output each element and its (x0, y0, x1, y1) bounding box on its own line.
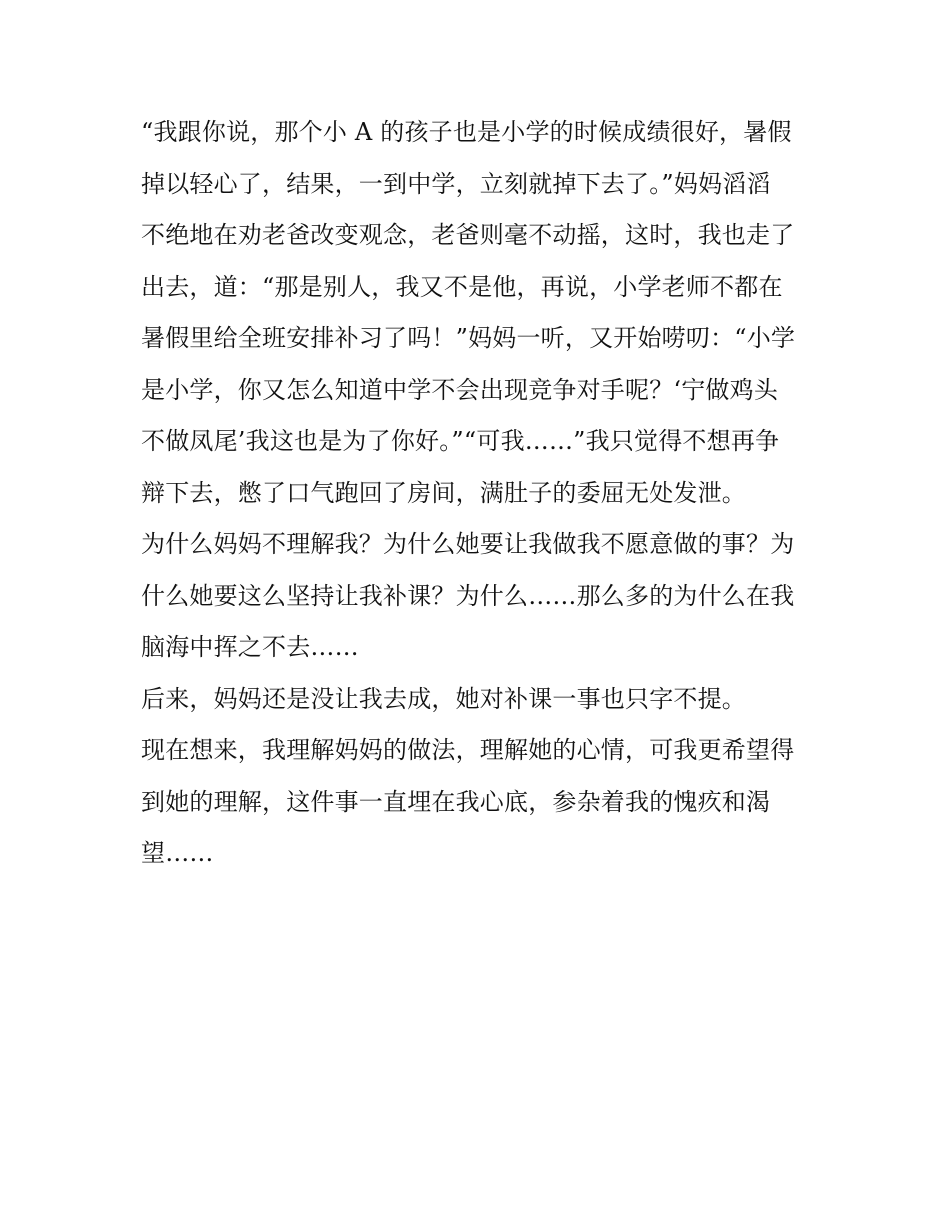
text-line: 现在想来，我理解妈妈的做法，理解她的心情，可我更希望得 (141, 736, 795, 764)
text-line: 掉以轻心了，结果，一到中学，立刻就掉下去了。”妈妈滔滔 (141, 169, 771, 198)
text-line: 为什么妈妈不理解我？为什么她要让我做我不愿意做的事？为 (141, 530, 795, 558)
text-line: 什么她要这么坚持让我补课？为什么……那么多的为什么在我 (141, 581, 795, 610)
text-line: “我跟你说，那个小 A 的孩子也是小学的时候成绩很好，暑假 (141, 118, 792, 146)
essay-text (141, 107, 813, 880)
text-line: 辩下去，憋了口气跑回了房间，满肚子的委屈无处发泄。 (141, 478, 746, 507)
text-line: 脑海中挥之不去…… (141, 633, 359, 661)
text-line: 是小学，你又怎么知道中学不会出现竞争对手呢？‘宁做鸡头 (141, 375, 779, 404)
text-line: 不做凤尾’我这也是为了你好。”“可我……”我只觉得不想再争 (141, 427, 780, 455)
text-line: 后来，妈妈还是没让我去成，她对补课一事也只字不提。 (141, 684, 746, 713)
text-line: 到她的理解，这件事一直埋在我心底，参杂着我的愧疚和渴 (141, 787, 771, 816)
text-line: 不绝地在劝老爸改变观念，老爸则毫不动摇，这时，我也走了 (141, 221, 795, 249)
text-line: 望…… (141, 839, 214, 867)
text-line: 出去，道：“那是别人，我又不是他，再说，小学老师不都在 (141, 272, 783, 301)
text-line: 暑假里给全班安排补习了吗！”妈妈一听，又开始唠叨：“小学 (141, 324, 796, 352)
